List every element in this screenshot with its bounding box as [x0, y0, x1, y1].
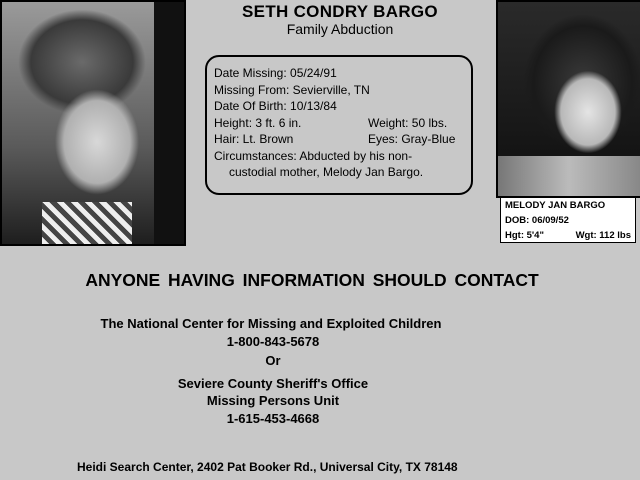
- mother-height: Hgt: 5'4": [505, 230, 544, 241]
- org1-phone: 1-800-843-5678: [226, 334, 320, 349]
- weight: Weight: 50 lbs.: [368, 115, 448, 130]
- org2-name: Seviere County Sheriff's Office: [177, 376, 369, 391]
- circumstances-line-1: Circumstances: Abducted by his non-: [214, 148, 413, 163]
- circumstances-line-2: custodial mother, Melody Jan Bargo.: [229, 165, 424, 179]
- eyes: Eyes: Gray-Blue: [368, 132, 456, 146]
- photo-shadow: [154, 2, 184, 244]
- child-photo: [0, 0, 186, 246]
- or-separator: Or: [265, 353, 281, 368]
- org1-name: The National Center for Missing and Exploited Children: [100, 316, 442, 331]
- missing-from: Missing From: Sevierville, TN: [214, 82, 370, 97]
- date-missing: Date Missing: 05/24/91: [214, 66, 337, 80]
- mother-caption: [500, 197, 636, 243]
- mother-dob: DOB: 06/09/52: [505, 215, 569, 226]
- child-collar: [42, 202, 132, 244]
- child-name: SETH CONDRY BARGO: [242, 2, 438, 21]
- mother-name: MELODY JAN BARGO: [505, 200, 606, 211]
- org2-phone: 1-615-453-4668: [226, 411, 320, 426]
- mother-weight: Wgt: 112 lbs: [575, 230, 631, 241]
- mother-photo: [496, 0, 640, 198]
- hair: Hair: Lt. Brown: [214, 132, 294, 146]
- contact-heading: ANYONE HAVING INFORMATION SHOULD CONTACT: [85, 270, 539, 290]
- case-type: Family Abduction: [286, 21, 394, 37]
- org2-unit: Missing Persons Unit: [206, 393, 340, 408]
- footer-address: Heidi Search Center, 2402 Pat Booker Rd., Universal City, TX 78148: [77, 460, 458, 474]
- mother-shoulder: [498, 156, 640, 196]
- height: Height: 3 ft. 6 in.: [214, 115, 302, 130]
- date-of-birth: Date Of Birth: 10/13/84: [214, 99, 337, 113]
- info-box: [205, 55, 473, 195]
